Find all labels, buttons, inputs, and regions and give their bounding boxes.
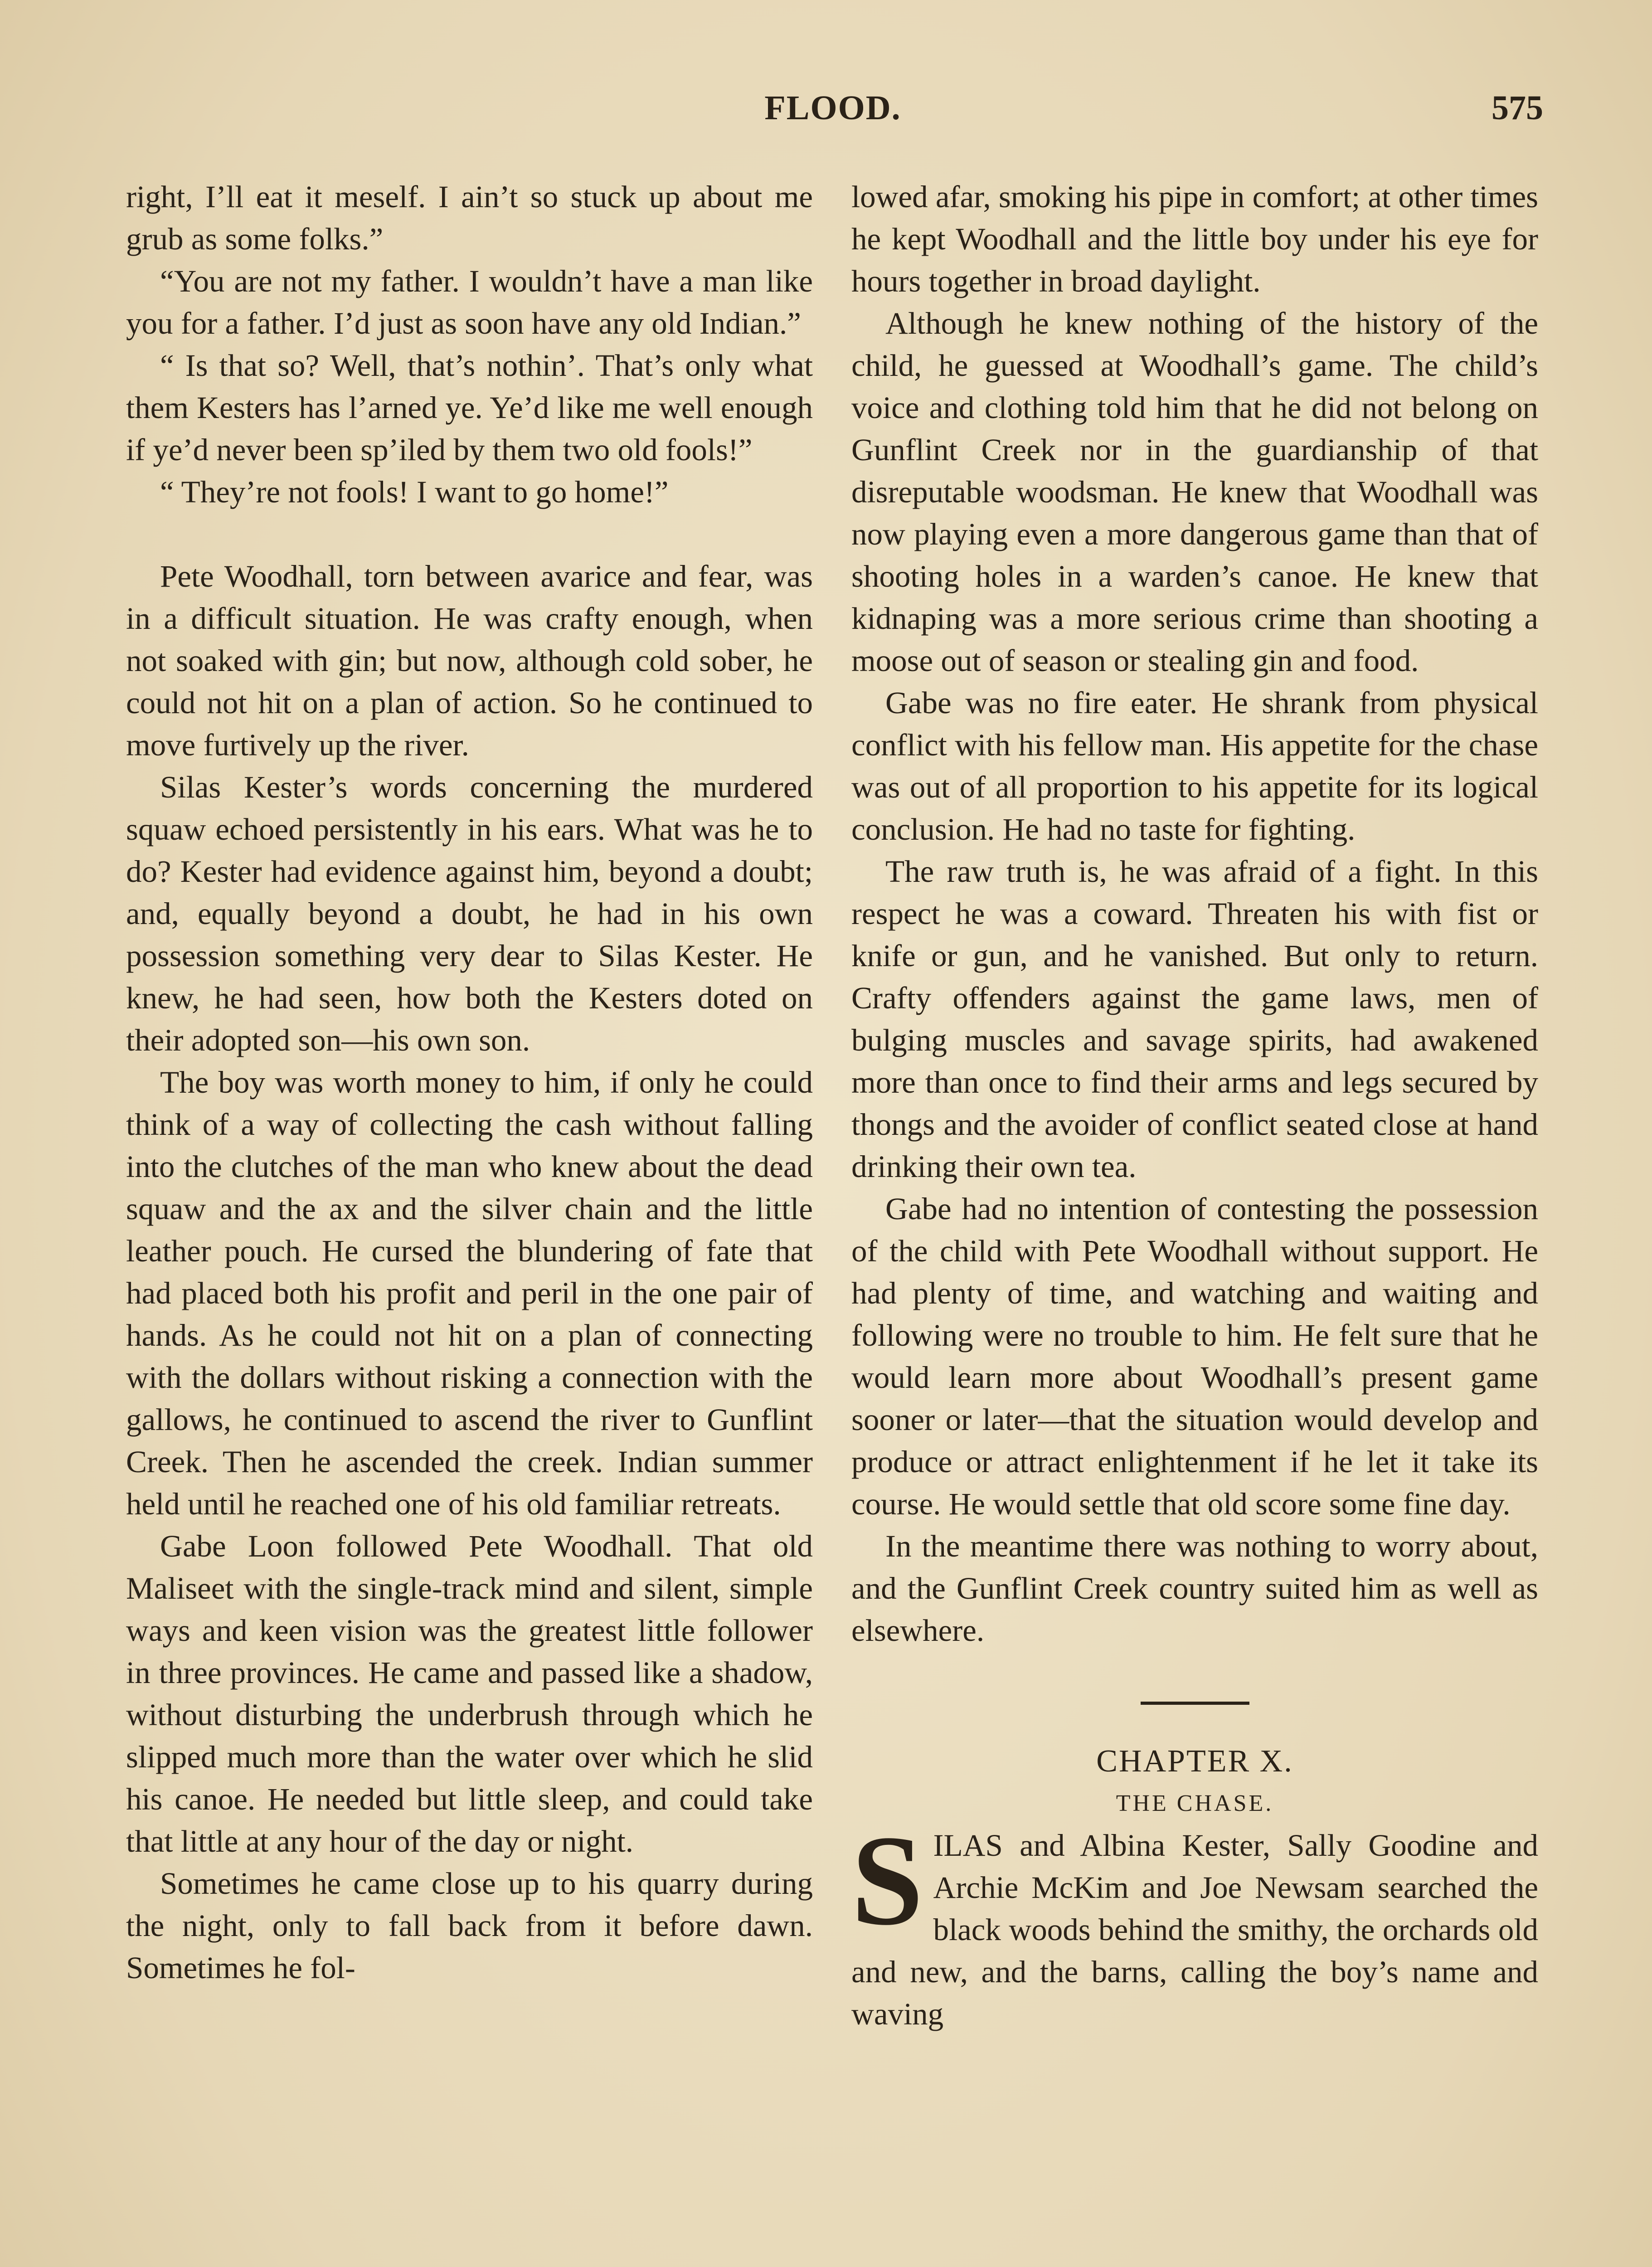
page-header — [122, 88, 1543, 138]
paragraph: The raw truth is, he was afraid of a fight. In this respect he was a coward. Threaten his with fist or knife or gun, and he vanished. But only to return. Crafty offenders against the game laws, men of bulging muscles and savage spirits, had awakened more than once to find their arms and legs secured by thongs and the avoider of conflict seated close at hand drinking their own tea. — [851, 854, 1538, 1184]
chapter-opening-paragraph — [851, 1809, 1538, 2035]
opening-text: ILAS and Albina Kester, Sally Goodine and Archie McKim and Joe Newsam searched the black woods behind the smithy, the orchards old and new, and the barns, calling the boy’s name and waving — [851, 1828, 1538, 2031]
paragraph: Although he knew nothing of the history of the child, he guessed at Woodhall’s game. The child’s voice and clothing told him that he did not belong on Gunflint Creek nor in the guardianship of that disreputable woodsman. He knew that Woodhall was now playing even a more dangerous game than that of shooting holes in a warden’s canoe. He knew that kidnaping was a more serious crime than shooting a moose out of season or stealing gin and food. — [851, 306, 1538, 678]
paragraph: In the meantime there was nothing to worry about, and the Gunflint Creek country suited him as well as elsewhere. — [851, 1529, 1538, 1648]
chapter-heading: CHAPTER X. — [1096, 1744, 1293, 1779]
paragraph: right, I’ll eat it meself. I ain’t so stuck up about me grub as some folks.” — [126, 180, 813, 256]
drop-cap: S — [851, 1809, 923, 1952]
left-column — [126, 176, 813, 1989]
paragraph: lowed afar, smoking his pipe in comfort; at other times he kept Woodhall and the little boy under his eye for hours together in broad daylight. — [851, 180, 1538, 298]
paragraph: “ They’re not fools! I want to go home!” — [160, 475, 669, 509]
paragraph: Gabe had no intention of contesting the possession of the child with Pete Woodhall without support. He had plenty of time, and watching and waiting and following were no trouble to him. He felt sure that he would learn more about Woodhall’s present game sooner or later—that the situation would develop and produce or attract enlightenment if he let it take its course. He would settle that old score some fine day. — [851, 1192, 1538, 1521]
paragraph: Gabe Loon followed Pete Woodhall. That old Maliseet with the single-track mind and silent, simple ways and keen vision was the greatest little follower in three provinces. He came and passed like a shadow, without disturbing the underbrush through which he slipped much more than the water over which he slid his canoe. He needed but little sleep, and could take that little at any hour of the day or night. — [126, 1529, 813, 1858]
paragraph: “You are not my father. I wouldn’t have a man like you for a father. I’d just as soon have any old Indian.” — [126, 264, 813, 341]
paragraph: The boy was worth money to him, if only he could think of a way of collecting the cash without falling into the clutches of the man who knew about the dead squaw and the ax and the silver chain and the little leather pouch. He cursed the blundering of fate that had placed both his profit and peril in the one pair of hands. As he could not hit on a plan of connecting with the dollars without risking a connection with the gallows, he continued to ascend the river to Gunflint Creek. Then he ascended the creek. Indian summer held until he reached one of his old familiar retreats. — [126, 1065, 813, 1521]
paragraph: “ Is that so? Well, that’s nothin’. That’s only what them Kesters has l’arned ye. Ye’d like me well enough if ye’d never been sp’iled by them two old fools!” — [126, 348, 813, 467]
section-divider — [1141, 1702, 1249, 1705]
paragraph: Gabe was no fire eater. He shrank from physical conflict with his fellow man. His appetite for the chase was out of all proportion to his appetite for its logical conclusion. He had no taste for fighting. — [851, 686, 1538, 846]
right-column — [851, 176, 1538, 2035]
chapter-subtitle: THE CHASE. — [1116, 1790, 1274, 1816]
paragraph: Pete Woodhall, torn between avarice and fear, was in a difficult situation. He was crafty enough, when not soaked with gin; but now, although cold sober, he could not hit on a plan of action. So he continued to move furtively up the river. — [126, 559, 813, 762]
running-title: FLOOD. — [764, 89, 901, 127]
page-number: 575 — [1492, 89, 1543, 127]
paragraph: Sometimes he came close up to his quarry during the night, only to fall back from it before dawn. Sometimes he fol- — [126, 1866, 813, 1985]
paragraph: Silas Kester’s words concerning the murdered squaw echoed persistently in his ears. What was he to do? Kester had evidence against him, beyond a doubt; and, equally beyond a doubt, he had in his own possession something very dear to Silas Kester. He knew, he had seen, how both the Kesters doted on their adopted son—his own son. — [126, 770, 813, 1057]
